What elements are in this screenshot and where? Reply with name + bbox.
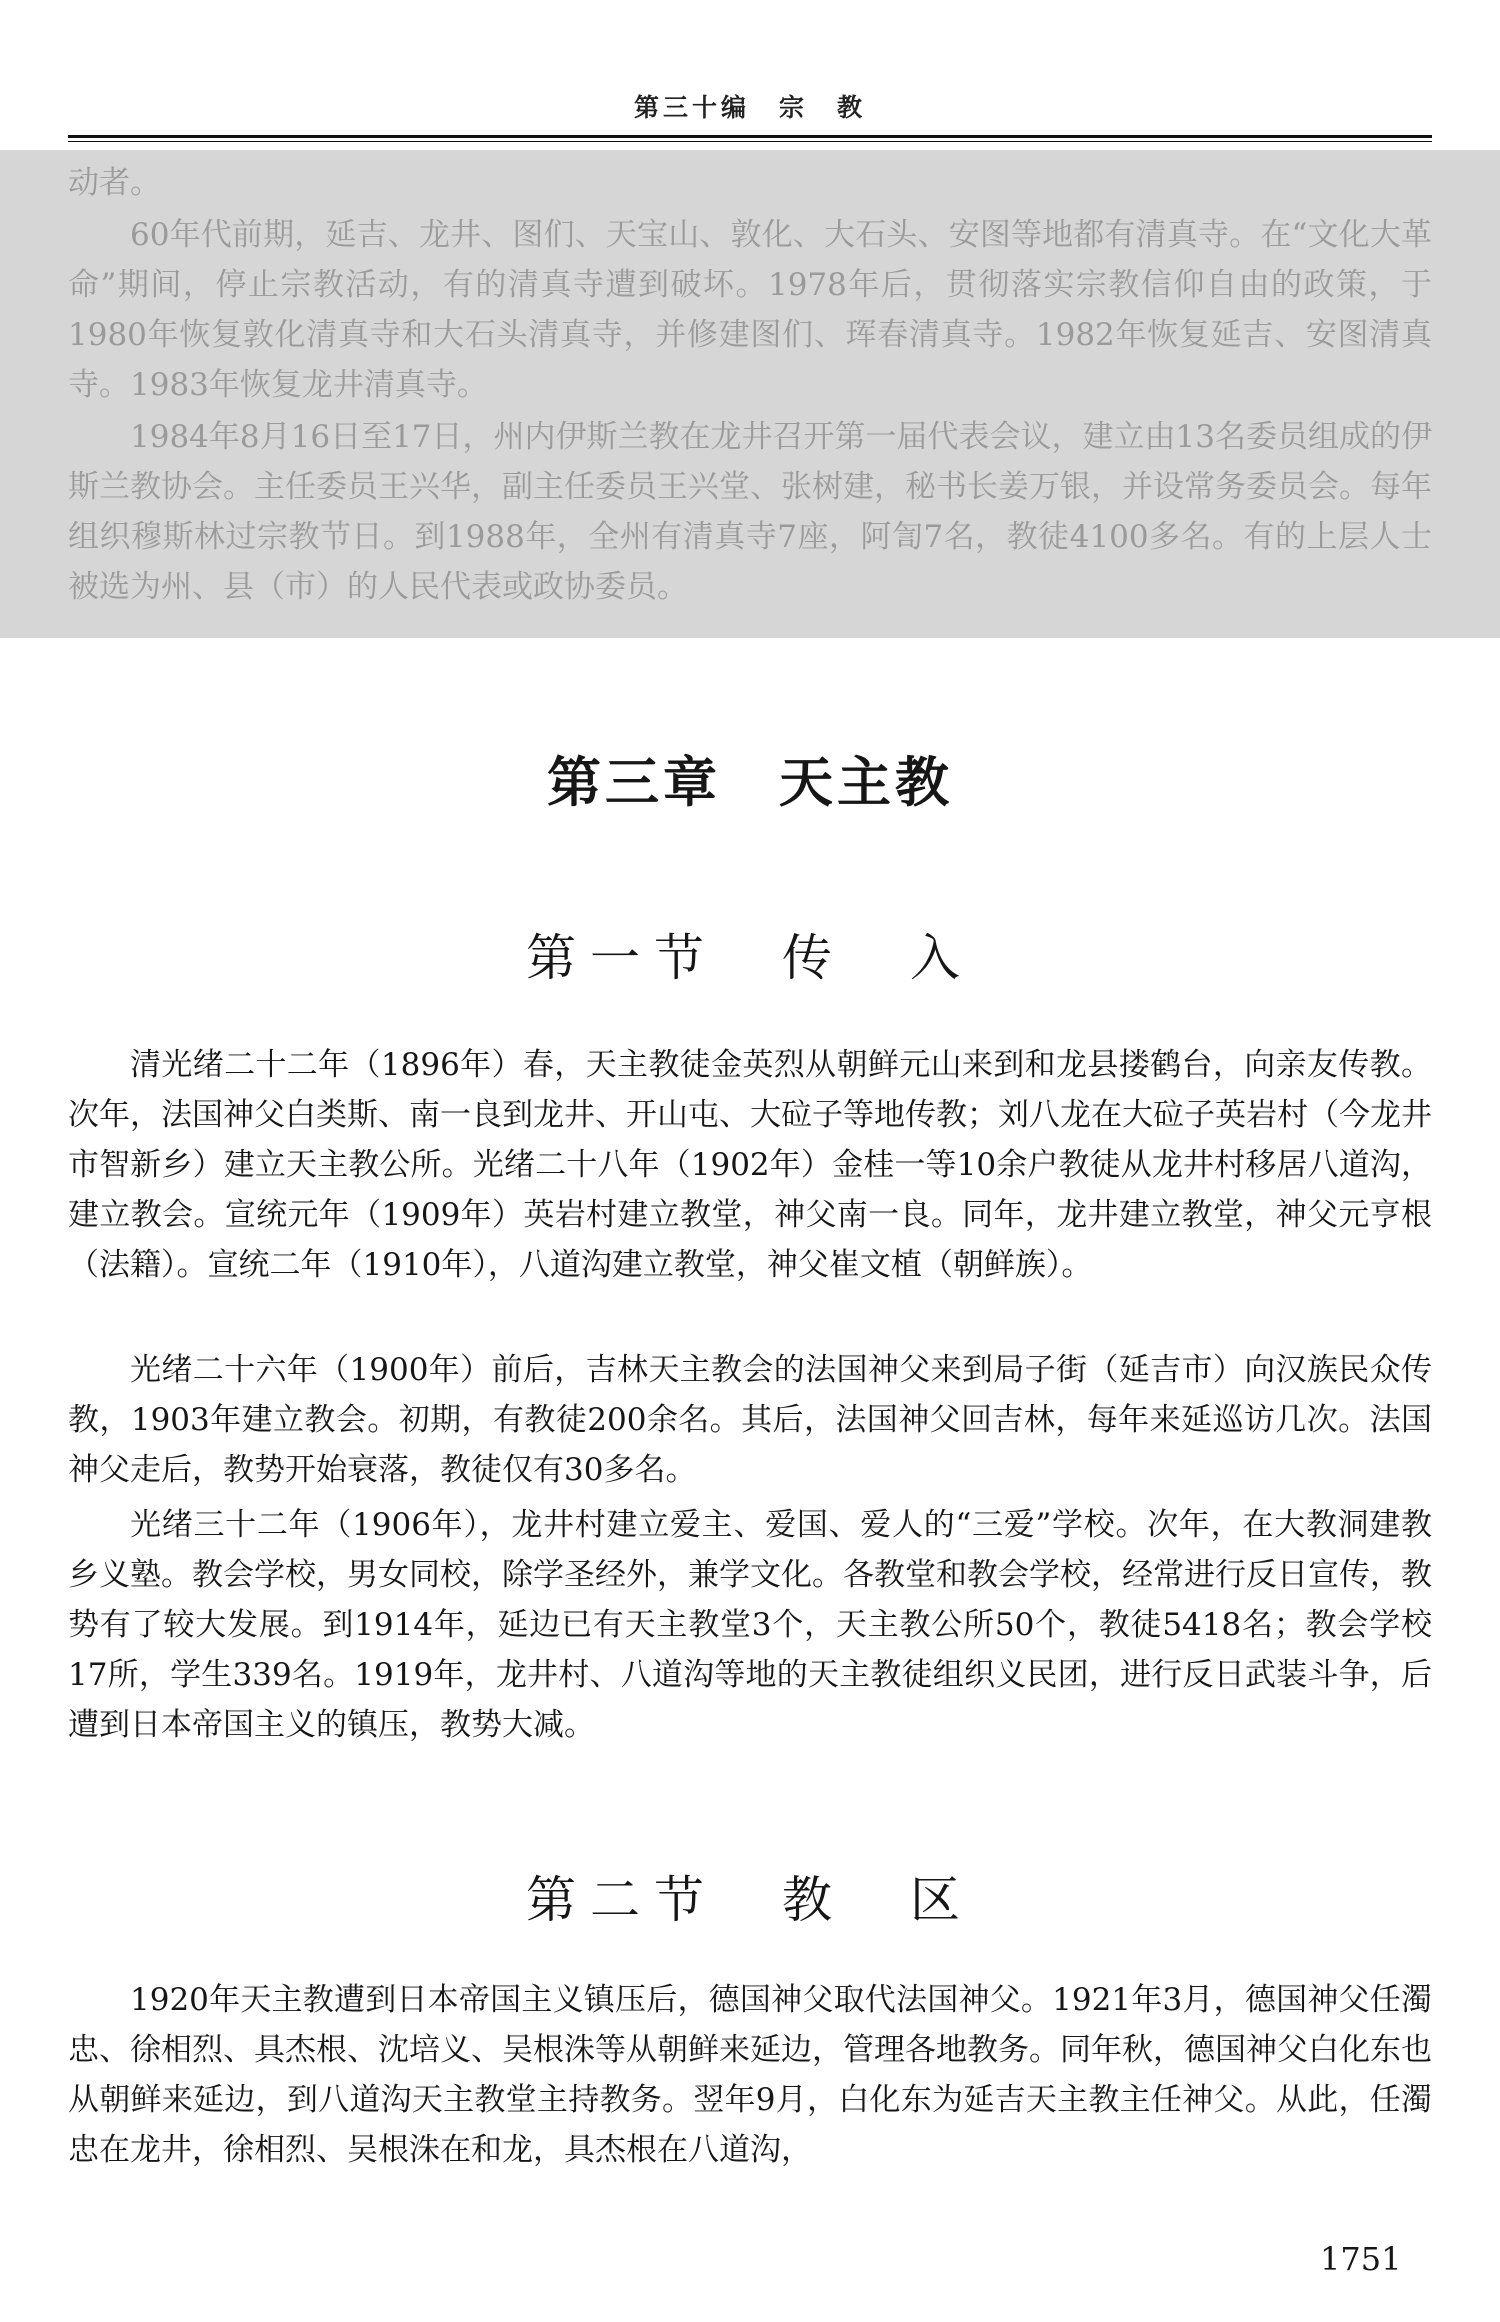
shaded-paragraph-continuation: 动者。	[68, 165, 161, 201]
page-number: 1751	[1320, 2240, 1402, 2278]
body-paragraph: 1920年天主教遭到日本帝国主义镇压后，德国神父取代法国神父。1921年3月，德国神父任濁忠、徐相烈、具杰根、沈培义、吴根洙等从朝鲜来延边，管理各地教务。同年秋，德国神父白化东也从朝鲜来延边，到八道沟天主教堂主持教务。翌年9月，白化东为延吉天主教主任神父。从此，任濁忠在龙井，徐相烈、吴根洙在和龙，具杰根在八道沟，	[68, 1982, 1432, 2168]
chapter-title: 第三章 天主教	[547, 751, 953, 814]
header-rule-thick	[68, 135, 1432, 138]
shaded-paragraph: 1984年8月16日至17日，州内伊斯兰教在龙井召开第一届代表会议，建立由13名委员组成的伊斯兰教协会。主任委员王兴华，副主任委员王兴堂、张树建，秘书长姜万银，并设常务委员会。每年组织穆斯林过宗教节日。到1988年，全州有清真寺7座，阿訇7名，教徒4100多名。有的上层人士被选为州、县（市）的人民代表或政协委员。	[68, 419, 1432, 605]
header-rule-thin	[68, 141, 1432, 142]
body-paragraph: 光绪二十六年（1900年）前后，吉林天主教会的法国神父来到局子街（延吉市）向汉族民众传教，1903年建立教会。初期，有教徒200余名。其后，法国神父回吉林，每年来延巡访几次。法国神父走后，教势开始衰落，教徒仅有30多名。	[68, 1352, 1432, 1488]
body-paragraph: 清光绪二十二年（1896年）春，天主教徒金英烈从朝鲜元山来到和龙县搂鹤台，向亲友传教。次年，法国神父白类斯、南一良到龙井、开山屯、大砬子等地传教；刘八龙在大砬子英岩村（今龙井市智新乡）建立天主教公所。光绪二十八年（1902年）金桂一等10余户教徒从龙井村移居八道沟，建立教会。宣统元年（1909年）英岩村建立教堂，神父南一良。同年，龙井建立教堂，神父元亨根（法籍）。宣统二年（1910年），八道沟建立教堂，神父崔文植（朝鲜族）。	[68, 1047, 1432, 1283]
shaded-paragraph: 60年代前期，延吉、龙井、图们、天宝山、敦化、大石头、安图等地都有清真寺。在“文化大革命”期间，停止宗教活动，有的清真寺遭到破坏。1978年后，贯彻落实宗教信仰自由的政策，于1980年恢复敦化清真寺和大石头清真寺，并修建图们、珲春清真寺。1982年恢复延吉、安图清真寺。1983年恢复龙井清真寺。	[68, 217, 1432, 403]
running-header: 第三十编 宗 教	[633, 93, 866, 122]
section-title: 第一节 传 入	[526, 929, 974, 987]
body-paragraph: 光绪三十二年（1906年），龙井村建立爱主、爱国、爱人的“三爱”学校。次年，在大教洞建教乡义塾。教会学校，男女同校，除学圣经外，兼学文化。各教堂和教会学校，经常进行反日宣传，教势有了较大发展。到1914年，延边已有天主教堂3个，天主教公所50个，教徒5418名；教会学校17所，学生339名。1919年，龙井村、八道沟等地的天主教徒组织义民团，进行反日武装斗争，后遭到日本帝国主义的镇压，教势大减。	[68, 1507, 1432, 1743]
section-title: 第二节 教 区	[526, 1871, 974, 1929]
